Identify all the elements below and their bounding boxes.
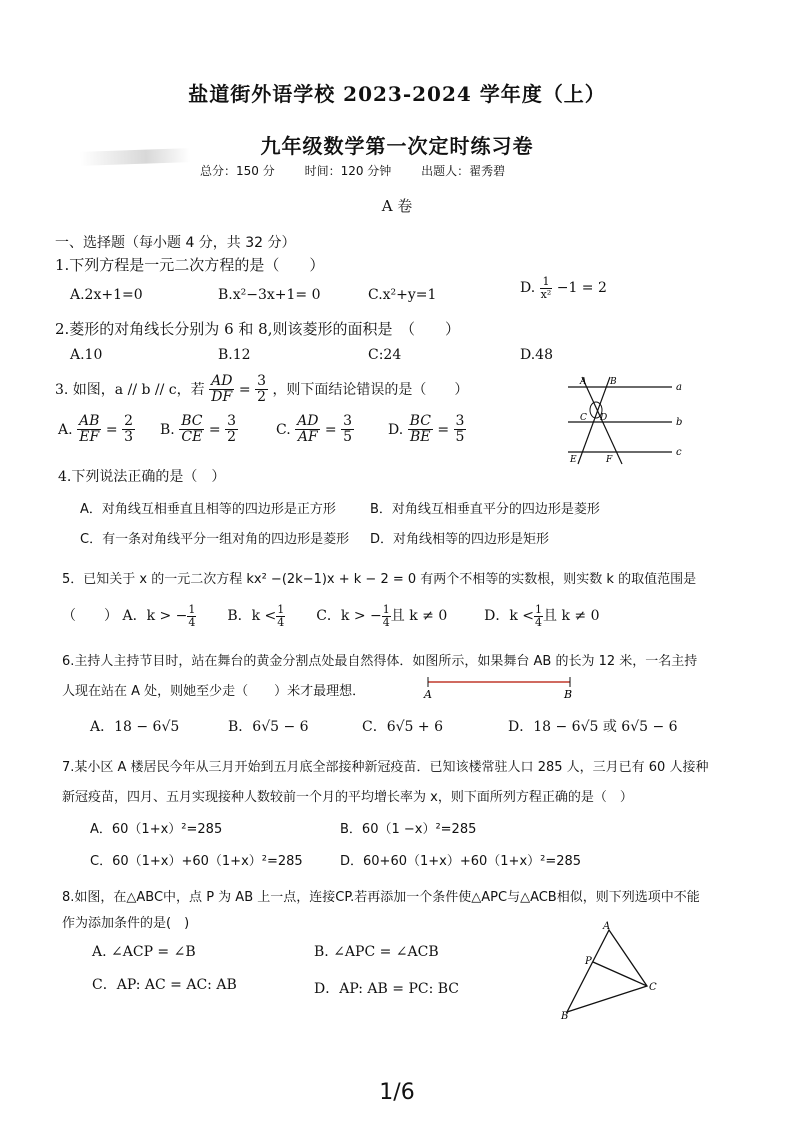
- exam-subtitle: 九年级数学第一次定时练习卷: [260, 134, 534, 158]
- q3-option-c: C. $\frac{AD}{AF}$ = $\frac{3}{5}$: [276, 413, 353, 446]
- label-A: A: [603, 921, 611, 932]
- q7-option-c: C．60（1+x）+60（1+x）²=285: [90, 854, 303, 869]
- label-a: a: [676, 382, 682, 393]
- q5-stem: 5．已知关于 x 的一元二次方程 kx² −(2k−1)x + k − 2 = 0 有两个不相等的实数根，则实数 k 的取值范围是: [62, 572, 697, 587]
- q2-option-d: D.48: [520, 347, 553, 363]
- label-D: D: [600, 413, 608, 423]
- q5-options: （ ） A．k > − $\frac{1}{4}$ B．k < $\frac{1}{4}$ C．k > − $\frac{1}{4}$ 且 k ≠ 0 D．k < $\frac{1}{4}$ 且 k ≠ 0: [62, 603, 600, 629]
- q8-option-d: D．AP: AB = PC: BC: [314, 981, 460, 997]
- q4-option-a: A．对角线互相垂直且相等的四边形是正方形: [80, 502, 336, 517]
- q4-stem: 4.下列说法正确的是（ ）: [58, 469, 226, 485]
- q6-line2: 人现在站在 A 处，则她至少走（ ）米才最理想．: [62, 684, 366, 699]
- q8-line2: 作为添加条件的是( ): [62, 916, 190, 931]
- q1-option-d: [520, 276, 607, 300]
- part1-heading: 一、选择题（每小题 4 分，共 32 分）: [55, 235, 296, 251]
- q7-option-d: D．60+60（1+x）+60（1+x）²=285: [340, 854, 582, 869]
- label-B: B: [610, 377, 617, 387]
- q2-option-b: B.12: [218, 347, 251, 363]
- q7-line1: 7.某小区 A 楼居民今年从三月开始到五月底全部接种新冠疫苗．已知该楼常驻人口 285 人，三月已有 60 人接种: [62, 760, 709, 775]
- q3-ratio: $\frac{AD}{DF}$: [211, 373, 233, 406]
- q3-option-b: B. $\frac{BC}{CE}$ = $\frac{3}{2}$: [160, 413, 237, 446]
- page-number: 1/6: [379, 1080, 415, 1105]
- q1-d-label: D.: [520, 280, 536, 297]
- q5-paren: （ ）: [62, 608, 118, 625]
- section-heading: A 卷: [381, 197, 413, 215]
- q6-option-a: A．18 − 6√5: [90, 719, 180, 735]
- exam-meta: [200, 162, 531, 179]
- q8-option-b: B. ∠APC = ∠ACB: [314, 944, 439, 960]
- label-B: B: [564, 688, 573, 700]
- label-E: E: [570, 455, 577, 465]
- label-C: C: [649, 982, 657, 993]
- q8-triangle-figure: [555, 920, 665, 1020]
- q2-stem: 2.菱形的对角线长分别为 6 和 8,则该菱形的面积是 （ ）: [55, 320, 460, 338]
- label-F: F: [606, 455, 613, 465]
- q5-option-c: C．k > −: [316, 608, 382, 625]
- q1-d-fraction: $\frac{1}{\text{x²}}$: [540, 275, 552, 301]
- q3-parallel-lines-figure: [560, 372, 690, 468]
- label-b: b: [676, 417, 683, 428]
- q5-option-a: A．k > −: [122, 608, 188, 625]
- q7-line2: 新冠疫苗，四月、五月实现接种人数较前一个月的平均增长率为 x，则下面所列方程正确的是（ ）: [62, 790, 633, 805]
- q8-option-a: A. ∠ACP = ∠B: [92, 944, 196, 960]
- q4-option-c: C．有一条对角线平分一组对角的四边形是菱形: [80, 532, 350, 547]
- label-A: A: [580, 377, 587, 387]
- q6-option-b: B．6√5 − 6: [228, 719, 309, 735]
- q1-d-rest: −1 = 2: [556, 280, 607, 297]
- q3-stem: 3. 如图，a // b // c，若 $\frac{AD}{DF}$ = $\frac{3}{2}$ ，则下面结论错误的是（ ）: [55, 373, 469, 406]
- q1-stem: 1.下列方程是一元二次方程的是（ ）: [55, 256, 325, 274]
- label-c: c: [676, 447, 682, 458]
- triangle-abc: [567, 930, 647, 1012]
- q1-option-b: B.x²−3x+1= 0: [218, 287, 321, 303]
- label-B: B: [561, 1011, 569, 1020]
- exam-author: 出题人：翟秀碧: [421, 164, 506, 178]
- q3-value: $\frac{3}{2}$: [257, 373, 266, 406]
- exam-title: 盐道街外语学校 2023-2024 学年度（上）: [188, 82, 606, 106]
- label-C: C: [580, 413, 587, 423]
- label-P: P: [585, 956, 592, 967]
- q1-option-a: A.2x+1=0: [70, 287, 143, 303]
- label-A: A: [424, 688, 432, 700]
- q3-option-a: A. $\frac{AB}{EF}$ = $\frac{2}{3}$: [58, 413, 133, 446]
- q7-option-b: B．60（1 −x）²=285: [340, 822, 477, 837]
- q2-option-c: C:24: [368, 347, 402, 363]
- q1-option-c: C.x²+y=1: [368, 287, 437, 303]
- q4-option-d: D．对角线相等的四边形是矩形: [370, 532, 550, 547]
- q2-option-a: A.10: [70, 347, 103, 363]
- q3-option-d: D. $\frac{BC}{BE}$ = $\frac{3}{5}$: [388, 413, 465, 446]
- q8-line1: 8.如图，在△ABC中，点 P 为 AB 上一点，连接CP.若再添加一个条件使△APC与△ACB相似，则下列选项中不能: [62, 890, 700, 905]
- total-score: 总分：150 分: [200, 164, 275, 178]
- q5-option-b: B．k <: [227, 608, 277, 625]
- q7-option-a: A．60（1+x）²=285: [90, 822, 223, 837]
- q6-stage-figure: [420, 674, 580, 700]
- q6-option-c: C．6√5 + 6: [362, 719, 443, 735]
- exam-time: 时间：120 分钟: [304, 164, 392, 178]
- q8-option-c: C．AP: AC = AC: AB: [92, 977, 237, 993]
- q6-line1: 6.主持人主持节目时，站在舞台的黄金分割点处最自然得体．如图所示，如果舞台 AB 的长为 12 米，一名主持: [62, 654, 698, 669]
- q5-option-d: D．k <: [484, 608, 535, 625]
- q4-option-b: B．对角线互相垂直平分的四边形是菱形: [370, 502, 600, 517]
- q6-option-d: D．18 − 6√5 或 6√5 − 6: [508, 719, 678, 735]
